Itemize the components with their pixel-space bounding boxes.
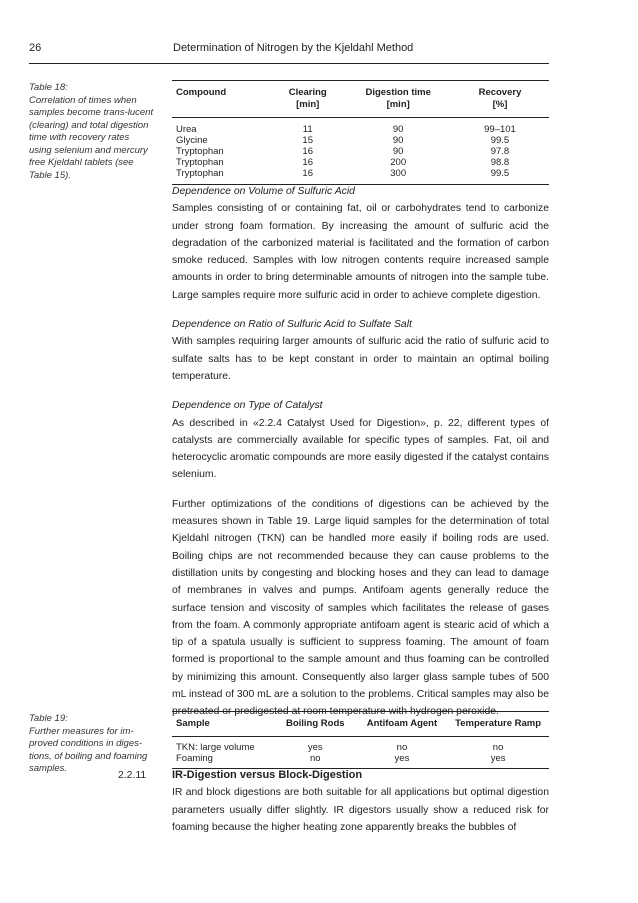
table-header-row	[172, 81, 549, 118]
section-2-2-11	[172, 767, 549, 836]
paragraph-ratio: With samples requiring larger amounts of sulfuric acid the ratio of sulfuric acid to sulfate salts has to be kept constant in order to maintain an optimal boiling temperature.	[172, 336, 549, 382]
subheading-ratio: Dependence on Ratio of Sulfuric Acid to Sulfate Salt	[172, 319, 412, 331]
table-cell: Foaming	[176, 753, 213, 764]
section-number: 2.2.11	[118, 770, 147, 781]
table-cell: yes	[490, 753, 506, 764]
table-cell: no	[492, 742, 504, 753]
paragraph-ir-digestion: IR and block digestions are both suitable for all applications but optimal digestion parameters usually differ slightly. IR digestors usually show a reduced risk for foaming because the higher heating zone apparently breaks the bubbles of	[172, 787, 549, 833]
table-cell: 90	[392, 135, 404, 146]
column-header: Temperature Ramp	[455, 718, 542, 729]
subheading-volume: Dependence on Volume of Sulfuric Acid	[172, 186, 355, 197]
running-title: Determination of Nitrogen by the Kjeldahl Method	[173, 42, 414, 54]
table-cell: Tryptophan	[176, 157, 224, 168]
table18-caption: Table 18: Correlation of times when samples become trans-lucent (clearing) and total digestion time with recovery rates using selenium and mercury free Kjeldahl tablets (see Table 15).	[29, 82, 154, 181]
table19-caption: Table 19: Further measures for im-proved conditions in diges-tions, of boiling and foaming samples.	[29, 713, 148, 774]
table-cell: 16	[302, 157, 313, 168]
column-header: Boiling Rods	[285, 718, 345, 729]
table-cell: no	[396, 742, 408, 753]
body-column	[172, 183, 549, 721]
table-row	[172, 135, 549, 146]
table-cell: 300	[390, 168, 407, 179]
table-cell: 90	[392, 124, 404, 135]
table-cell: TKN: large volume	[176, 742, 255, 753]
table-cell: yes	[394, 753, 410, 764]
table-cell: 90	[392, 146, 404, 157]
paragraph-catalyst: As described in «2.2.4 Catalyst Used for Digestion», p. 22, different types of catalysts are commercially available for specific types of samples. Fat, oil and heterocyclic aromatic compounds are more easily digested if the catalyst contains selenium.	[172, 417, 549, 481]
table-cell: Urea	[176, 124, 197, 135]
table-row	[172, 118, 549, 136]
table-19	[172, 711, 549, 769]
header-rule	[29, 63, 549, 64]
column-header: Compound	[176, 87, 227, 98]
table-cell: 99.5	[490, 135, 510, 146]
table-row	[172, 737, 549, 754]
paragraph-further-optimizations: Further optimizations of the conditions of digestions can be achieved by the measures shown in Table 19. Large liquid samples for the determination of total Kjeldahl nitrogen (TKN) can be handled more easily if boiling rods are used. Boiling chips are not recommended because they can cause problems to the distillation units by congesting and blocking hoses and they can lead to damage of membranes in valves and pumps. Antifoam agents generally reduce the surface tension and viscosity of samples which facilitates the release of gases from the foam. A commonly appropriate antifoam agent is stearic acid of which a tip of a spatula usually is sufficient to suppress foaming. The amount of foam formed is proportional to the sample amount and thus foaming can be controlled by minimizing this amount. Consequently also larger glass sample tubes of 500 mL instead of 300 mL are a solution to the problems. Critical samples may also be pretreated or predigested at room temperature with hydrogen peroxide.	[172, 498, 549, 718]
table-cell: 99–101	[484, 124, 516, 135]
table-cell: 99.5	[490, 168, 510, 179]
table-row	[172, 146, 549, 157]
table-cell: 16	[302, 168, 313, 179]
table-cell: 16	[302, 146, 313, 157]
column-header: Clearing [min]	[288, 87, 327, 110]
table-header-row	[172, 712, 549, 737]
page-number: 26	[29, 42, 42, 54]
table-cell: Glycine	[176, 135, 208, 146]
table-cell: 97.8	[490, 146, 510, 157]
column-header: Digestion time [min]	[365, 87, 431, 110]
table-cell: 11	[302, 124, 313, 135]
table-cell: no	[309, 753, 321, 764]
column-header: Recovery [%]	[478, 87, 522, 110]
table-cell: Tryptophan	[176, 146, 224, 157]
column-header: Sample	[176, 718, 210, 729]
column-header: Antifoam Agent	[366, 718, 438, 729]
table-cell: yes	[307, 742, 323, 753]
section-heading: IR-Digestion versus Block-Digestion	[172, 769, 363, 781]
table-row	[172, 157, 549, 168]
table-18	[172, 80, 549, 185]
table-cell: Tryptophan	[176, 168, 224, 179]
subheading-catalyst: Dependence on Type of Catalyst	[172, 400, 323, 412]
paragraph-volume: Samples consisting of or containing fat, oil or carbohydrates tend to carbonize under strong foam formation. By increasing the amount of sulfuric acid the degradation of the carbonized material is facilitated and the formation of carbon smoke reduced. Samples with low nitrogen contents require increased sample amounts in order to bring determinable amounts of nitrogen into the sample tube. Large samples require more sulfuric acid in order to achieve complete digestion.	[172, 203, 549, 301]
table-cell: 15	[302, 135, 313, 146]
table-cell: 98.8	[490, 157, 510, 168]
table-cell: 200	[390, 157, 407, 168]
